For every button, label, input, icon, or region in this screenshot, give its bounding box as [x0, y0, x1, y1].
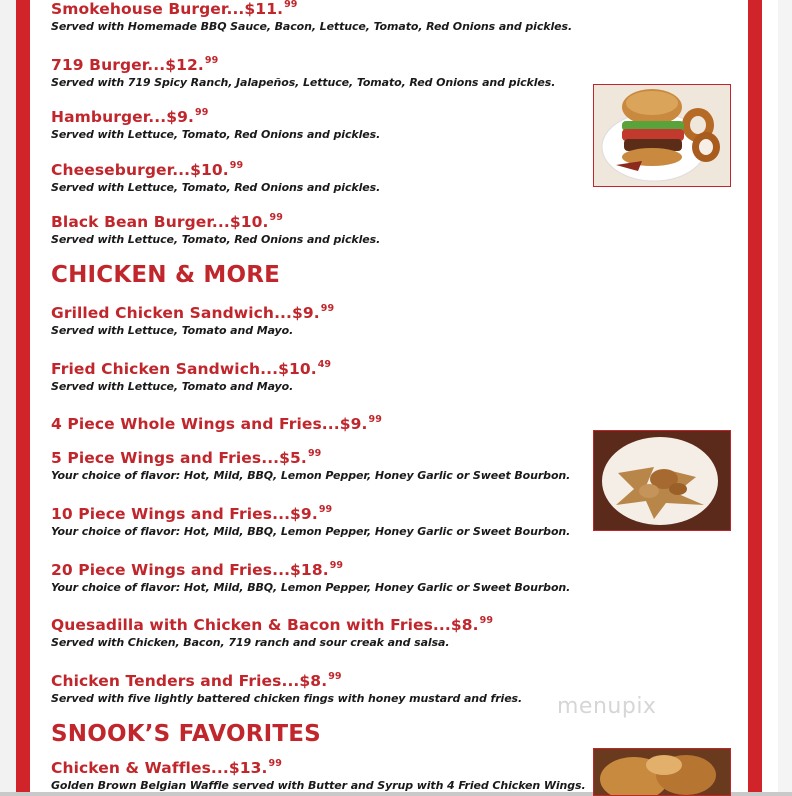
menu-item-20-piece-wings	[51, 557, 570, 594]
left-margin	[0, 0, 16, 792]
item-cents: 49	[317, 359, 332, 370]
menu-item-quesadilla	[51, 612, 493, 649]
item-description: Your choice of flavor: Hot, Mild, BBQ, Lemon Pepper, Honey Garlic or Sweet Bourbon.	[51, 581, 571, 594]
menu-item-4-piece-whole-wings	[51, 411, 382, 433]
item-title	[51, 668, 522, 690]
left-red-border	[16, 0, 30, 792]
menu-item-black-bean-burger	[51, 209, 380, 246]
item-description: Served with Lettuce, Tomato, Red Onions and pickles.	[51, 128, 381, 141]
item-name: Grilled Chicken Sandwich...$9.	[51, 304, 320, 322]
item-description: Served with Lettuce, Tomato, Red Onions and pickles.	[51, 181, 381, 194]
item-title	[51, 300, 334, 322]
item-title	[51, 52, 555, 74]
item-description: Your choice of flavor: Hot, Mild, BBQ, Lemon Pepper, Honey Garlic or Sweet Bourbon.	[51, 469, 571, 482]
menu-item-hamburger	[51, 104, 380, 141]
chicken-waffles-photo	[593, 748, 731, 796]
item-title	[51, 0, 572, 18]
burger-photo	[593, 84, 731, 187]
item-description: Served with Lettuce, Tomato and Mayo.	[51, 380, 294, 393]
item-cents: 99	[328, 671, 342, 682]
item-name: Hamburger...$9.	[51, 108, 195, 126]
item-name: Cheeseburger...$10.	[51, 161, 229, 179]
item-description: Served with Lettuce, Tomato and Mayo.	[51, 324, 294, 337]
menu-item-smokehouse-burger	[51, 0, 572, 33]
menu-item-5-piece-wings	[51, 445, 570, 482]
section-heading-chicken: CHICKEN & MORE	[51, 262, 281, 288]
item-name: Chicken & Waffles...$13.	[51, 759, 268, 777]
item-cents: 99	[269, 212, 283, 223]
item-description: Served with Lettuce, Tomato, Red Onions and pickles.	[51, 233, 381, 246]
menu-item-chicken-waffles	[51, 755, 586, 792]
item-title	[51, 411, 382, 433]
item-name: 4 Piece Whole Wings and Fries...$9.	[51, 415, 368, 433]
item-title	[51, 104, 380, 126]
wings-photo	[593, 430, 731, 531]
item-cents: 99	[307, 448, 322, 459]
item-cents: 99	[204, 55, 219, 66]
item-description: Your choice of flavor: Hot, Mild, BBQ, Lemon Pepper, Honey Garlic or Sweet Bourbon.	[51, 525, 571, 538]
item-title	[51, 209, 380, 231]
item-title	[51, 445, 570, 467]
menu-item-fried-chicken-sandwich	[51, 356, 331, 393]
item-name: Fried Chicken Sandwich...$10.	[51, 360, 317, 378]
item-name: Black Bean Burger...$10.	[51, 213, 269, 231]
item-description: Served with 719 Spicy Ranch, Jalapeños, Lettuce, Tomato, Red Onions and pickles.	[51, 76, 556, 89]
menu-item-10-piece-wings	[51, 501, 570, 538]
item-cents: 99	[284, 0, 298, 10]
item-description: Served with five lightly battered chicken fings with honey mustard and fries.	[51, 692, 523, 705]
item-title	[51, 612, 493, 634]
item-description: Served with Homemade BBQ Sauce, Bacon, Lettuce, Tomato, Red Onions and pickles.	[51, 20, 573, 33]
section-heading-favorites: SNOOK’S FAVORITES	[51, 721, 321, 747]
item-cents: 99	[368, 414, 382, 425]
menu-item-chicken-tenders	[51, 668, 522, 705]
menu-item-cheeseburger	[51, 157, 380, 194]
item-description: Golden Brown Belgian Waffle served with Butter and Syrup with 4 Fried Chicken Wings.	[51, 779, 586, 792]
item-cents: 99	[479, 615, 494, 626]
item-name: Smokehouse Burger...$11.	[51, 0, 284, 18]
item-title	[51, 755, 586, 777]
item-title	[51, 557, 570, 579]
item-name: Chicken Tenders and Fries...$8.	[51, 672, 328, 690]
menu-item-grilled-chicken-sandwich	[51, 300, 334, 337]
right-margin	[778, 0, 792, 792]
item-cents: 99	[195, 107, 209, 118]
item-cents: 99	[229, 160, 244, 171]
item-name: 20 Piece Wings and Fries...$18.	[51, 561, 329, 579]
menu-item-719-burger	[51, 52, 555, 89]
item-cents: 99	[268, 758, 282, 769]
item-name: 5 Piece Wings and Fries...$5.	[51, 449, 307, 467]
item-name: 10 Piece Wings and Fries...$9.	[51, 505, 318, 523]
item-cents: 99	[320, 303, 335, 314]
right-red-border	[748, 0, 762, 792]
item-description: Served with Chicken, Bacon, 719 ranch and sour creak and salsa.	[51, 636, 450, 649]
item-title	[51, 356, 331, 378]
item-title	[51, 157, 380, 179]
item-name: 719 Burger...$12.	[51, 56, 204, 74]
item-cents: 99	[318, 504, 333, 515]
item-name: Quesadilla with Chicken & Bacon with Fries...$8.	[51, 616, 479, 634]
item-cents: 99	[329, 560, 344, 571]
watermark: menupix	[557, 694, 657, 719]
item-title	[51, 501, 570, 523]
